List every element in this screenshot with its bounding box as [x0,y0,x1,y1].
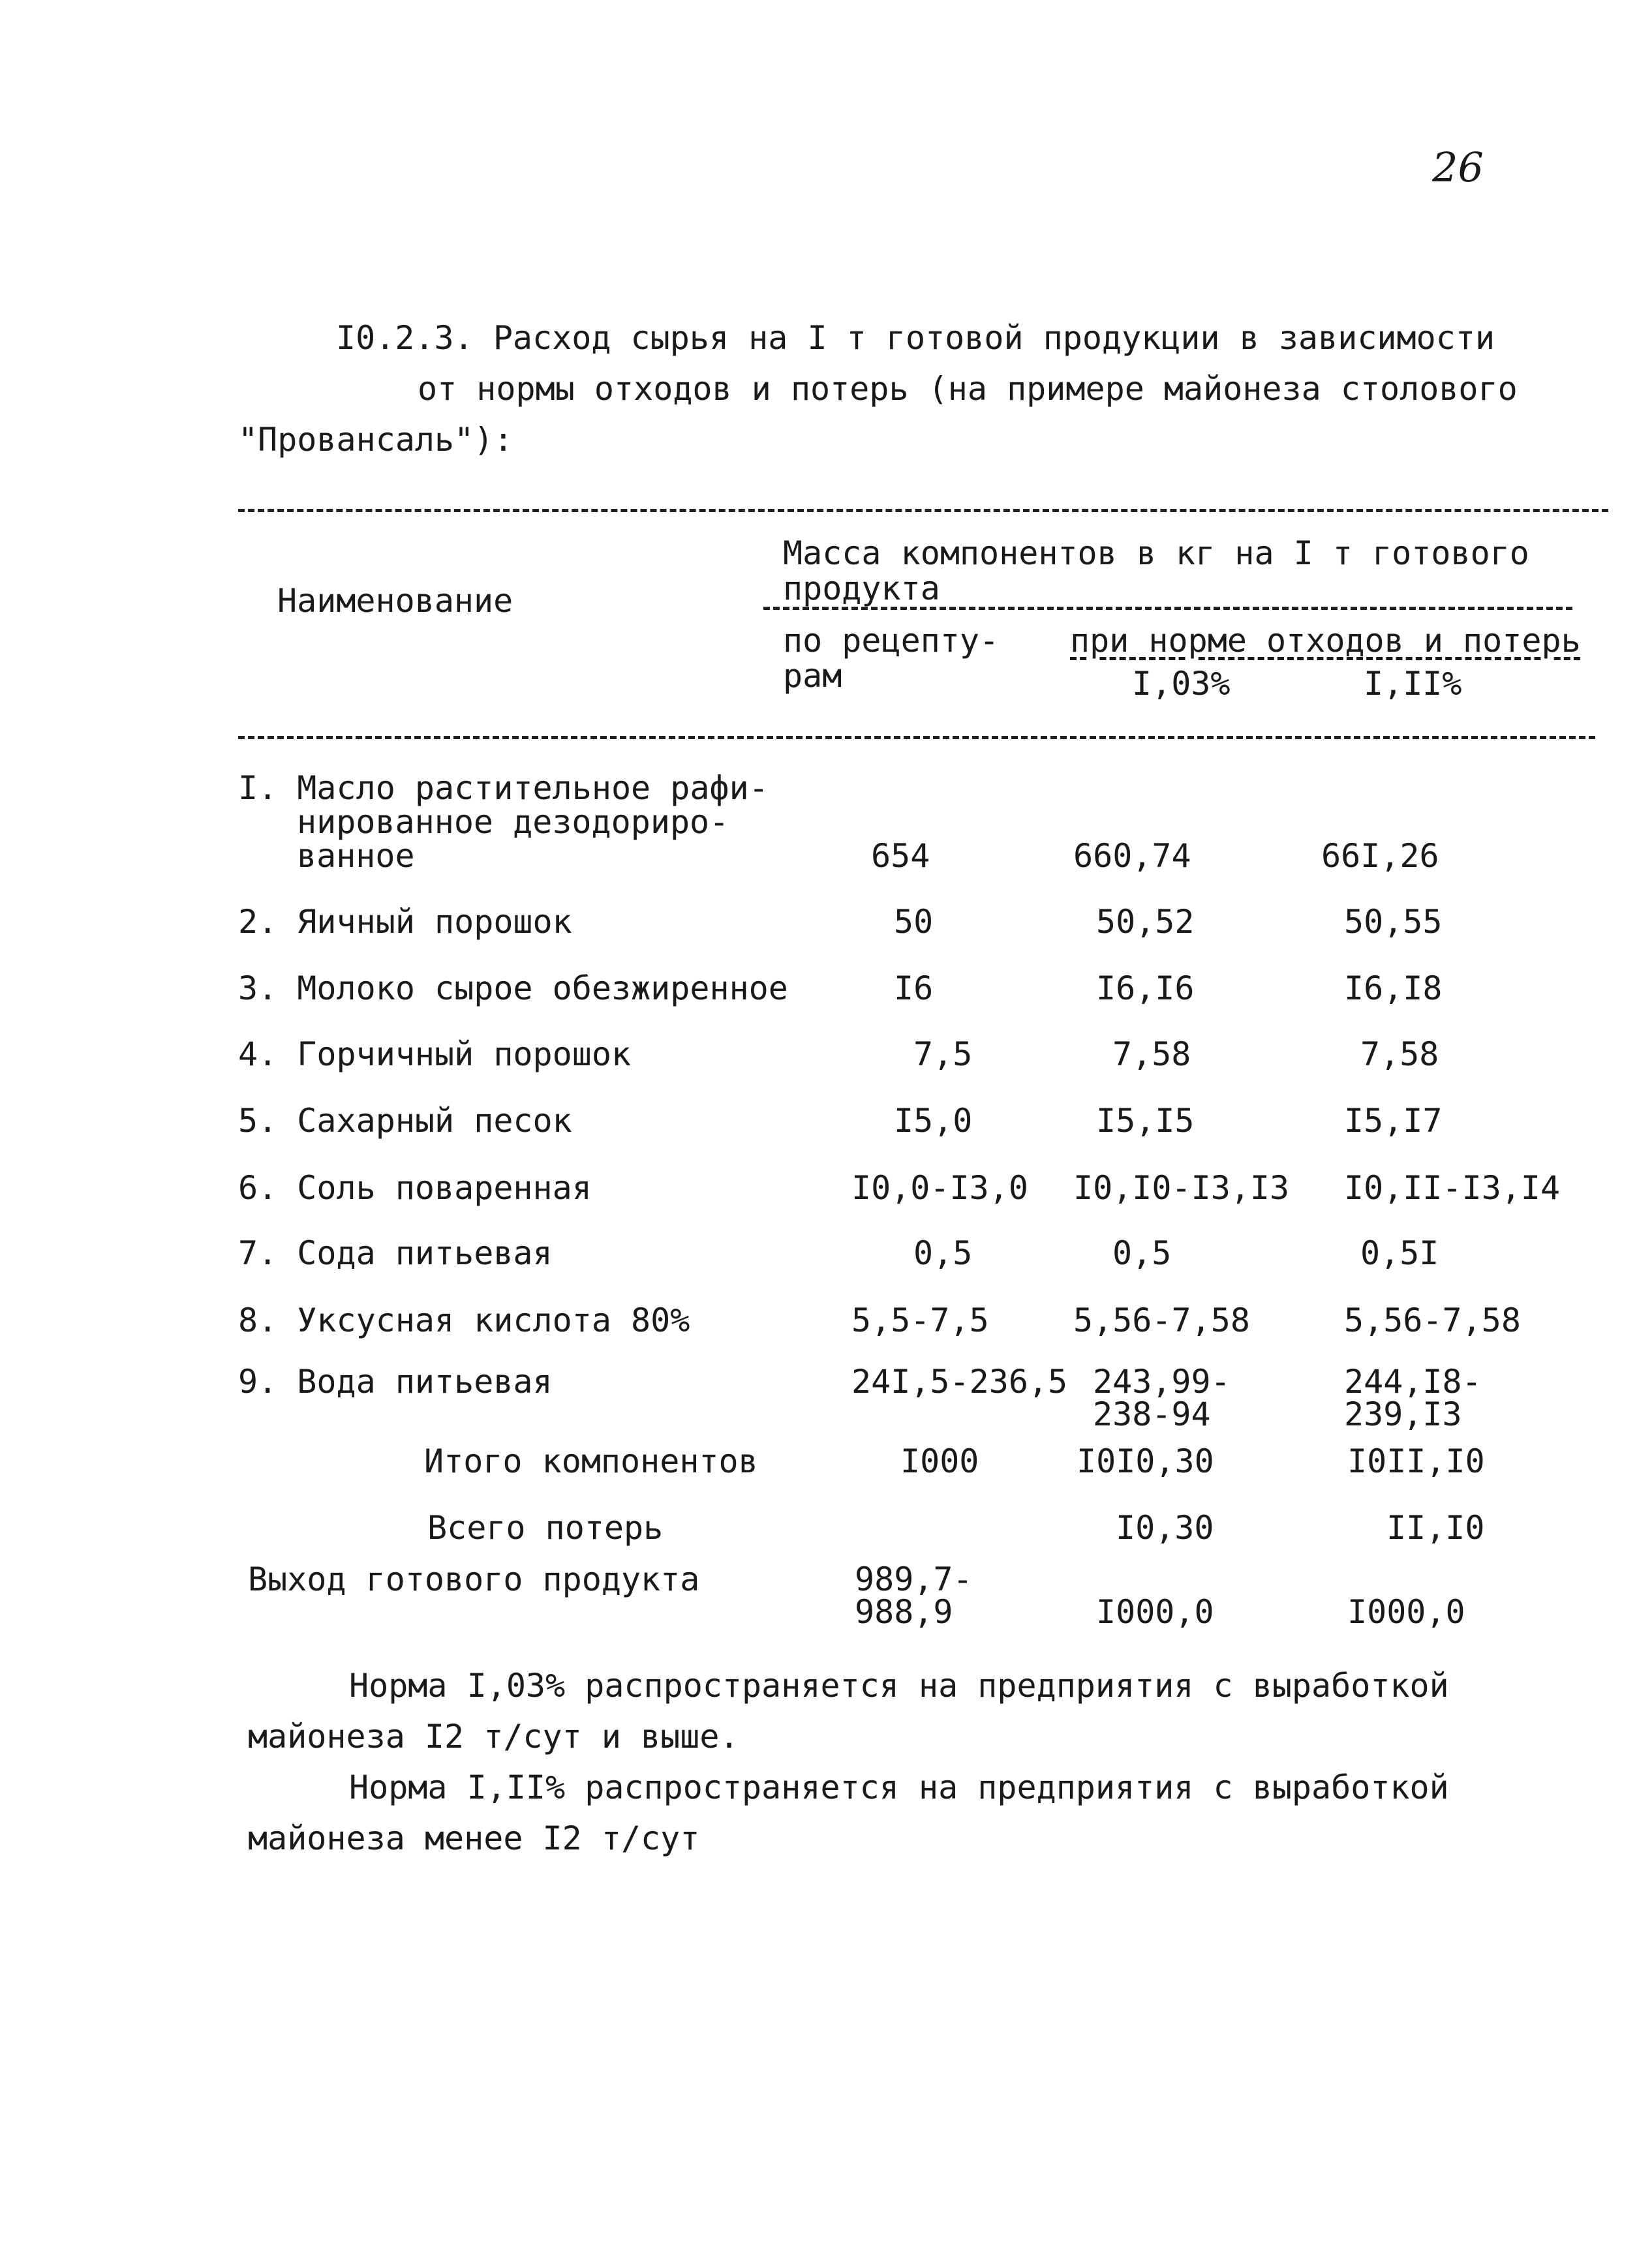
totals-losses-norm-2: II,I0 [1386,1509,1485,1547]
totals-components-norm-1: I0I0,30 [1077,1442,1214,1480]
row-2-name: 2. Яичный порошок [238,903,572,941]
heading-line-1: I0.2.3. Расход сырья на I т готовой продукции в зависимости [336,319,1495,357]
row-5-norm-2: I5,I7 [1344,1102,1443,1140]
row-3-norm-2: I6,I8 [1344,969,1443,1007]
row-1-norm-1: 660,74 [1073,837,1191,875]
heading-line-2: от нормы отходов и потерь (на примере майонеза столового [418,370,1518,408]
header-recipe-line-2: рам [783,657,842,695]
row-6-recipe: I0,0-I3,0 [851,1169,1028,1207]
heading-line-3: "Провансаль"): [238,421,513,459]
header-norm-2: I,II% [1364,665,1462,703]
row-2-norm-2: 50,55 [1344,903,1443,941]
totals-yield-recipe-line-2: 988,9 [855,1593,953,1631]
row-9-norm-1-line-1: 243,99- [1093,1363,1231,1401]
note-2-line-1: Норма I,II% распространяется на предприятия с выработкой [349,1769,1449,1806]
row-7-norm-1: 0,5 [1112,1234,1172,1272]
header-mass-underline [763,607,1572,610]
totals-yield-recipe-line-1: 989,7- [855,1560,973,1598]
totals-components-norm-2: I0II,I0 [1347,1442,1485,1480]
row-3-norm-1: I6,I6 [1096,969,1195,1007]
row-1-norm-2: 66I,26 [1321,837,1439,875]
row-1-name-line-1: I. Масло растительное рафи- [238,769,769,807]
row-2-recipe: 50 [894,903,934,941]
row-9-name: 9. Вода питьевая [238,1363,553,1401]
header-mass-line-1: Масса компонентов в кг на I т готового [783,534,1529,572]
row-4-name: 4. Горчичный порошок [238,1035,632,1073]
row-5-recipe: I5,0 [894,1102,973,1140]
row-1-recipe: 654 [871,837,930,875]
row-3-recipe: I6 [894,969,934,1007]
row-9-recipe: 24I,5-236,5 [851,1363,1068,1401]
row-6-norm-2: I0,II-I3,I4 [1344,1169,1561,1207]
row-6-name: 6. Соль поваренная [238,1169,592,1207]
row-5-norm-1: I5,I5 [1096,1102,1195,1140]
row-8-name: 8. Уксусная кислота 80% [238,1301,690,1339]
row-8-norm-1: 5,56-7,58 [1073,1301,1250,1339]
totals-yield-label: Выход готового продукта [248,1560,700,1598]
header-norm-1: I,03% [1132,665,1231,703]
totals-components-label: Итого компонентов [424,1442,758,1480]
header-mass-line-2: продукта [783,570,940,607]
row-4-recipe: 7,5 [913,1035,973,1073]
header-name-column: Наименование [277,582,513,620]
row-6-norm-1: I0,I0-I3,I3 [1073,1169,1290,1207]
page-number: 26 [1432,144,1484,191]
note-1-line-2: майонеза I2 т/сут и выше. [248,1718,739,1756]
row-7-recipe: 0,5 [913,1234,973,1272]
totals-yield-norm-1: I000,0 [1096,1593,1214,1631]
totals-losses-norm-1: I0,30 [1116,1509,1214,1547]
row-1-name-line-3: ванное [297,837,415,875]
header-recipe-line-1: по рецепту- [783,622,1000,660]
row-5-name: 5. Сахарный песок [238,1102,572,1140]
header-norm-label: при норме отходов и потерь [1070,622,1581,660]
row-8-norm-2: 5,56-7,58 [1344,1301,1521,1339]
note-1-line-1: Норма I,03% распространяется на предприятия с выработкой [349,1667,1449,1705]
row-7-norm-2: 0,5I [1360,1234,1439,1272]
row-9-norm-2-line-1: 244,I8- [1344,1363,1482,1401]
totals-components-recipe: I000 [900,1442,979,1480]
note-2-line-2: майонеза менее I2 т/сут [248,1819,700,1857]
row-3-name: 3. Молоко сырое обезжиренное [238,969,788,1007]
totals-losses-label: Всего потерь [427,1509,664,1547]
row-2-norm-1: 50,52 [1096,903,1195,941]
row-1-name-line-2: нированное дезодориро- [297,803,729,841]
header-bottom-rule [238,736,1595,739]
row-7-name: 7. Сода питьевая [238,1234,553,1272]
table-top-rule [238,509,1608,512]
row-4-norm-1: 7,58 [1112,1035,1191,1073]
row-9-norm-2-line-2: 239,I3 [1344,1395,1462,1433]
row-4-norm-2: 7,58 [1360,1035,1439,1073]
row-9-norm-1-line-2: 238-94 [1093,1395,1211,1433]
totals-yield-norm-2: I000,0 [1347,1593,1465,1631]
row-8-recipe: 5,5-7,5 [851,1301,989,1339]
